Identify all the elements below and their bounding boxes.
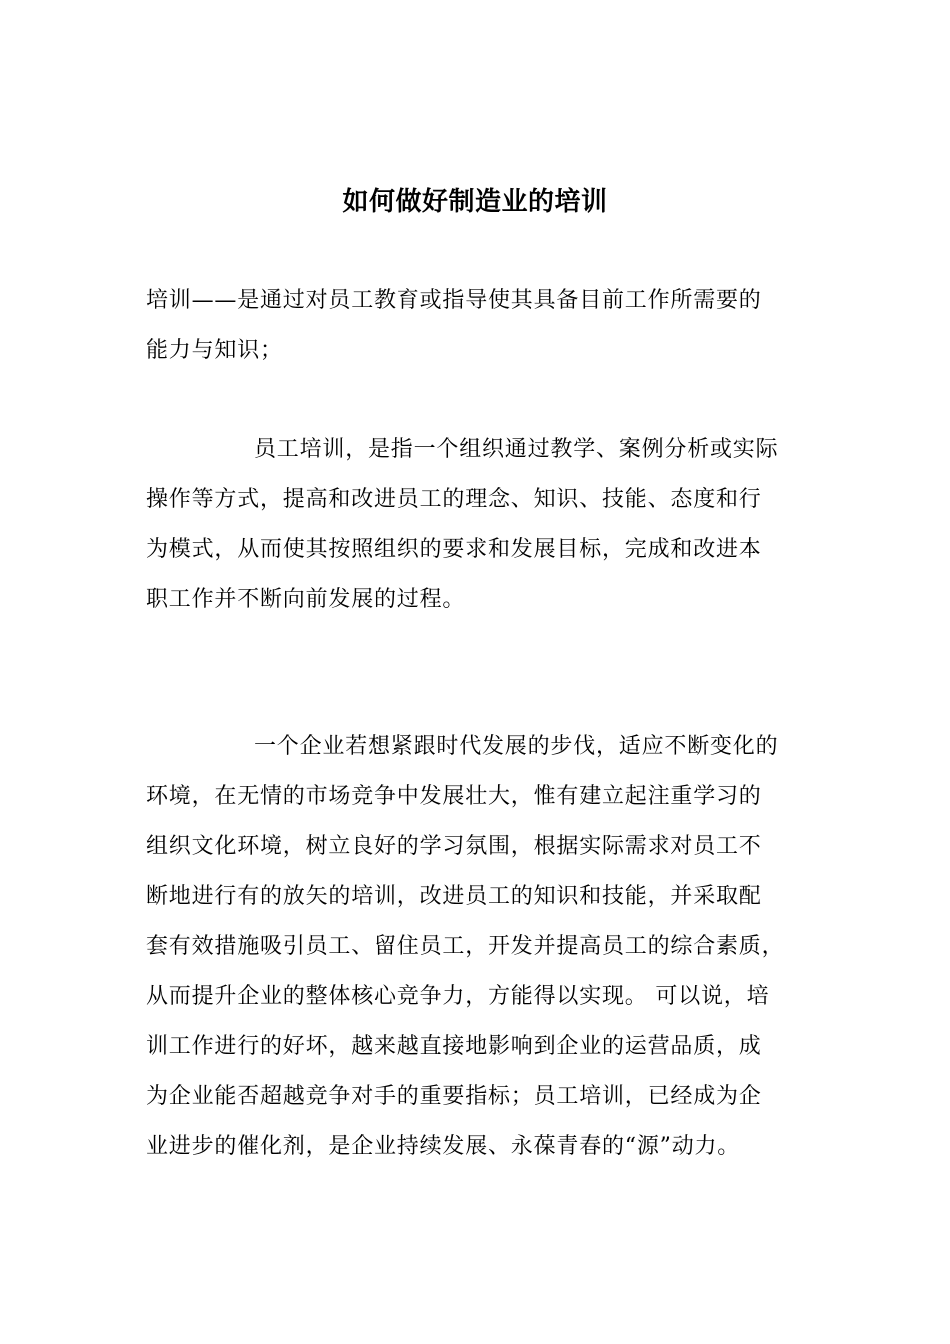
paragraph-line: 断地进行有的放矢的培训，改进员工的知识和技能，并采取配 xyxy=(146,884,762,909)
paragraph-line: 员工培训，是指一个组织通过教学、案例分析或实际 xyxy=(254,437,779,462)
paragraph-definition xyxy=(146,276,806,376)
paragraph-enterprise-development xyxy=(146,722,806,1172)
paragraph-line: 从而提升企业的整体核心竞争力，方能得以实现。 可以说，培 xyxy=(146,984,770,1009)
paragraph-line: 环境，在无情的市场竞争中发展壮大，惟有建立起注重学习的 xyxy=(146,784,762,809)
paragraph-line: 职工作并不断向前发展的过程。 xyxy=(146,587,466,612)
paragraph-line: 能力与知识； xyxy=(146,338,283,363)
paragraph-line: 训工作进行的好坏，越来越直接地影响到企业的运营品质，成 xyxy=(146,1034,762,1059)
paragraph-line: 一个企业若想紧跟时代发展的步伐，适应不断变化的 xyxy=(254,734,779,759)
document-title: 如何做好制造业的培训 xyxy=(342,187,608,217)
paragraph-line: 组织文化环境，树立良好的学习氛围，根据实际需求对员工不 xyxy=(146,834,762,859)
paragraph-line: 套有效措施吸引员工、留住员工，开发并提高员工的综合素质， xyxy=(146,934,785,959)
paragraph-line: 为模式，从而使其按照组织的要求和发展目标，完成和改进本 xyxy=(146,537,762,562)
paragraph-line: 业进步的催化剂，是企业持续发展、永葆青春的“源”动力。 xyxy=(146,1134,741,1159)
paragraph-line: 培训——是通过对员工教育或指导使其具备目前工作所需要的 xyxy=(146,288,762,313)
paragraph-line: 为企业能否超越竞争对手的重要指标；员工培训，已经成为企 xyxy=(146,1084,762,1109)
paragraph-line: 操作等方式，提高和改进员工的理念、知识、技能、态度和行 xyxy=(146,487,762,512)
paragraph-employee-training xyxy=(146,425,806,625)
